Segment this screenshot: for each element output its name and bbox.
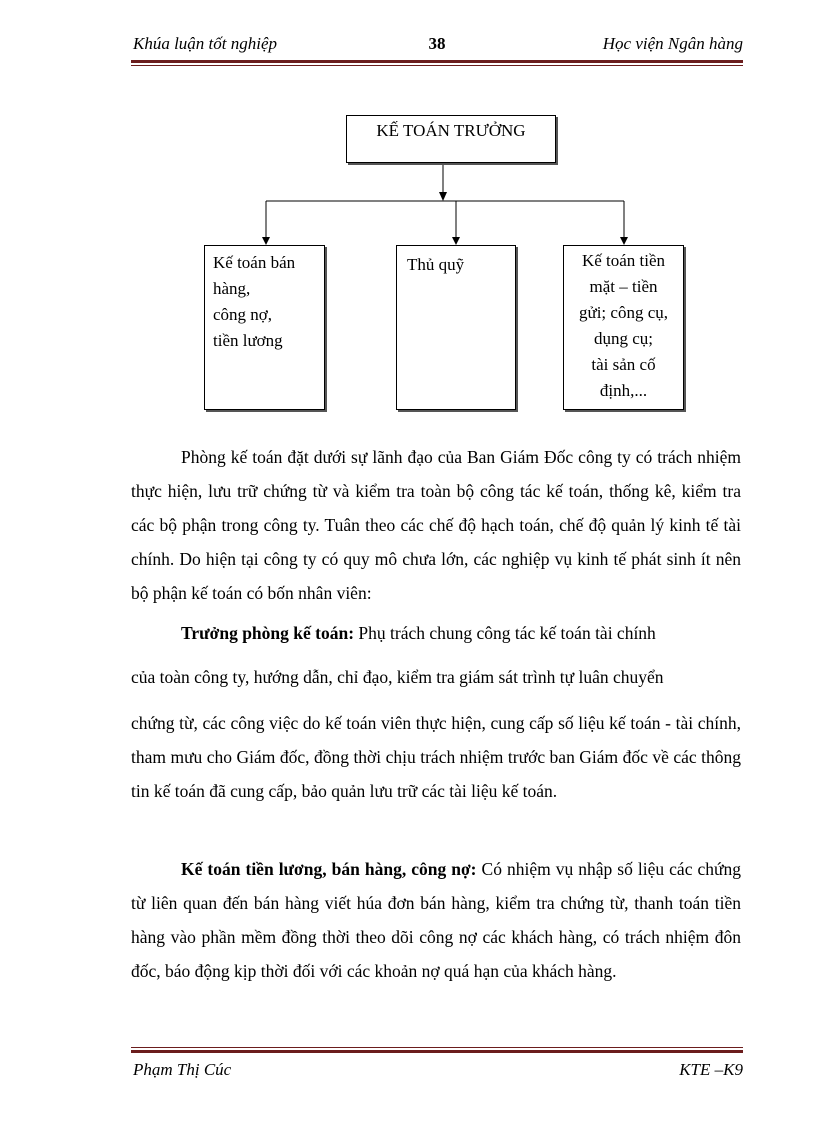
org-box-cash-accountant [563,245,684,410]
paragraph-chief-line2: của toàn công ty, hướng dẫn, chỉ đạo, kiểm tra giám sát trình tự luân chuyển [131,667,664,687]
paragraph-chief-line1 [181,623,656,644]
footer-author: Phạm Thị Cúc [133,1060,232,1079]
connector-trunk-arrow [439,192,447,201]
paragraph-chief-rest: chứng từ, các công việc do kế toán viên thực hiện, cung cấp số liệu kế toán - tài chính, tham mưu cho Giám đốc, đồng thời chịu trách nhiệm trước ban Giám đốc về các thông tin kế toán đã cung cấp, bảo quản lưu trữ các tài liệu kế toán. [131,713,741,801]
org-box-line: Thủ quỹ [407,255,465,274]
org-box-line: tài sản cố [591,355,656,374]
org-box-line: dụng cụ; [593,329,654,348]
connector-left-arrow [262,237,270,245]
connector-middle-arrow [452,237,460,245]
org-box-line: định,... [599,381,648,400]
paragraph-chief-text1: Phụ trách chung công tác kế toán tài chính [354,623,656,643]
header-institution: Học viện Ngân hàng [602,34,743,53]
org-box-line: mặt – tiền [589,277,658,296]
org-box-sales-accountant [204,245,325,410]
org-box-line: Kế toán tiền [581,251,666,270]
page-footer [131,1060,743,1086]
org-box-line: gửi; công cụ, [578,303,668,322]
org-box-chief-accountant-label: KẾ TOÁN TRƯỞNG [376,121,526,140]
term-chief-accountant: Trưởng phòng kế toán: [181,623,355,643]
paragraph-accounting-department: Phòng kế toán đặt dưới sự lãnh đạo của Ban Giám Đốc công ty có trách nhiệm thực hiện, lưu trữ chứng từ và kiểm tra toàn bộ công tác kế toán, thống kê, kiểm tra các bộ phận trong công ty. Tuân theo các chế độ hạch toán, chế độ quản lý kinh tế tài chính. Do hiện tại công ty có quy mô chưa lớn, các nghiệp vụ kinh tế phát sinh ít nên bộ phận kế toán có bốn nhân viên: [131,447,741,603]
org-box-line: tiền lương [213,331,283,350]
org-box-chief-accountant [346,115,556,163]
term-sales-accountant: Kế toán tiền lương, bán hàng, công nợ: [181,859,477,879]
org-box-cashier [396,245,516,410]
header-thesis-title: Khúa luận tốt nghiệp [133,34,278,53]
org-box-line: hàng, [213,279,251,298]
footer-class-code: KTE –K9 [679,1060,743,1079]
footer-rule-thick [131,1050,743,1053]
paragraph-sales-text: Có nhiệm vụ nhập số liệu các chứng từ liên quan đến bán hàng viết húa đơn bán hàng, kiểm tra chứng từ, thanh toán tiền hàng vào phần mềm đồng thời theo dõi công nợ các khách hàng, có trách nhiệm đôn đốc, báo động kịp thời đối với các khoản nợ quá hạn của khách hàng. [131,859,741,981]
org-box-line: công nợ, [213,305,273,324]
org-box-line: Kế toán bán [213,253,296,272]
footer-rule-thin [131,1047,743,1048]
paragraph-sales-accountant [131,852,741,988]
page-number: 38 [428,34,446,53]
connector-right-arrow [620,237,628,245]
